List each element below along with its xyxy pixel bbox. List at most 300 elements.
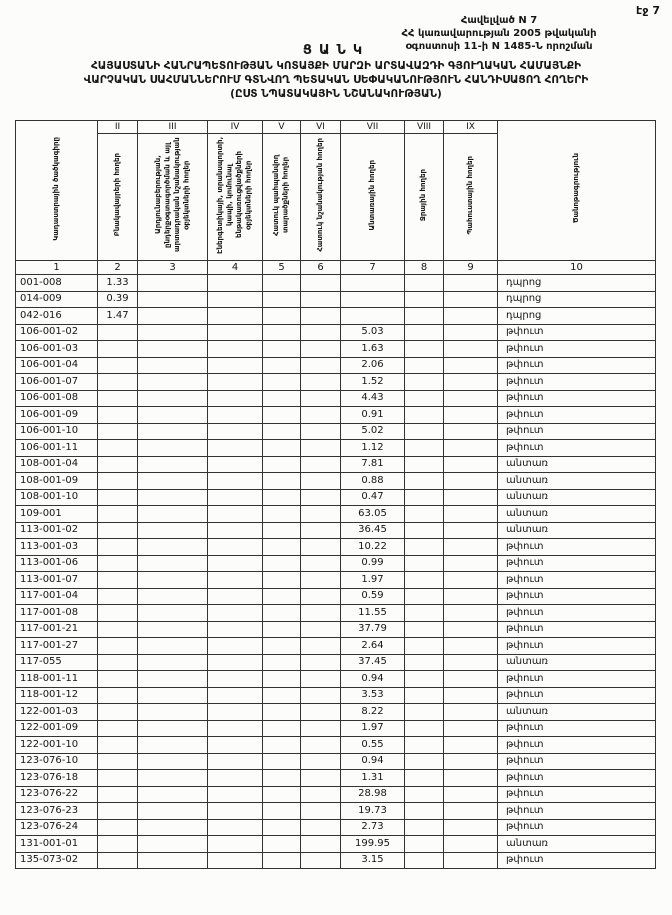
cell-value	[405, 341, 444, 358]
cell-cadastral-code: 117-001-27	[16, 638, 98, 655]
cell-value	[405, 275, 444, 292]
cell-cadastral-code: 108-001-09	[16, 473, 98, 490]
cell-value	[444, 308, 498, 325]
cell-value	[301, 753, 341, 770]
table-row	[16, 390, 656, 407]
cell-value: 11.55	[341, 605, 405, 622]
table-row	[16, 737, 656, 754]
cell-value	[208, 753, 263, 770]
cell-value	[405, 555, 444, 572]
cell-value	[263, 308, 301, 325]
cell-value	[301, 737, 341, 754]
cell-value	[405, 720, 444, 737]
table-row	[16, 357, 656, 374]
cell-value	[208, 819, 263, 836]
table-row	[16, 588, 656, 605]
cell-value	[208, 687, 263, 704]
cell-value	[301, 324, 341, 341]
cell-note: թփուտ	[498, 687, 656, 704]
cell-value	[138, 770, 208, 787]
cell-value	[138, 671, 208, 688]
cell-value	[138, 720, 208, 737]
table-row	[16, 621, 656, 638]
cell-value	[138, 621, 208, 638]
cell-value	[263, 638, 301, 655]
cell-value	[405, 621, 444, 638]
roman-numeral-col-5: V	[263, 121, 301, 134]
cell-value	[301, 357, 341, 374]
cell-value	[138, 588, 208, 605]
cell-value	[444, 506, 498, 523]
table-row	[16, 605, 656, 622]
cell-value	[98, 803, 138, 820]
cell-value	[98, 819, 138, 836]
cell-value: 8.22	[341, 704, 405, 721]
cell-value	[138, 407, 208, 424]
cell-note: անտառ	[498, 836, 656, 853]
cell-value	[263, 489, 301, 506]
cell-note: թփուտ	[498, 390, 656, 407]
cell-value	[263, 275, 301, 292]
cell-value	[301, 407, 341, 424]
cell-note: թփուտ	[498, 852, 656, 869]
cell-note: թփուտ	[498, 324, 656, 341]
cell-value	[138, 638, 208, 655]
cell-value	[301, 819, 341, 836]
cell-value	[98, 390, 138, 407]
cell-value	[208, 605, 263, 622]
cell-value	[301, 588, 341, 605]
cell-value	[444, 423, 498, 440]
page-number: էջ 7	[636, 4, 660, 17]
cell-value	[405, 572, 444, 589]
cell-cadastral-code: 106-001-04	[16, 357, 98, 374]
col-header-8	[405, 134, 444, 261]
cell-value	[444, 786, 498, 803]
cell-value	[138, 836, 208, 853]
cell-value: 28.98	[341, 786, 405, 803]
cell-value	[405, 852, 444, 869]
cell-value	[208, 720, 263, 737]
cell-value	[341, 308, 405, 325]
cell-cadastral-code: 106-001-07	[16, 374, 98, 391]
col-header-2	[98, 134, 138, 261]
cell-value	[138, 522, 208, 539]
cell-value	[138, 291, 208, 308]
cell-value	[405, 836, 444, 853]
cell-value	[208, 407, 263, 424]
cell-value	[444, 456, 498, 473]
cell-value	[301, 390, 341, 407]
cell-value	[444, 852, 498, 869]
cell-cadastral-code: 106-001-02	[16, 324, 98, 341]
table-row	[16, 753, 656, 770]
cell-value: 1.97	[341, 720, 405, 737]
cell-value	[263, 341, 301, 358]
cell-note: թփուտ	[498, 786, 656, 803]
cell-value	[405, 638, 444, 655]
table-row	[16, 687, 656, 704]
cell-note: թփուտ	[498, 605, 656, 622]
table-row	[16, 572, 656, 589]
cell-value: 19.73	[341, 803, 405, 820]
cell-value	[98, 671, 138, 688]
cell-value	[405, 522, 444, 539]
cell-note: թփուտ	[498, 770, 656, 787]
land-parcels-table	[15, 120, 656, 869]
cell-note: թփուտ	[498, 720, 656, 737]
table-body	[16, 275, 656, 869]
cell-value: 5.03	[341, 324, 405, 341]
cell-value	[444, 654, 498, 671]
cell-cadastral-code: 123-076-10	[16, 753, 98, 770]
cell-note: թփուտ	[498, 588, 656, 605]
cell-note: թփուտ	[498, 374, 656, 391]
cell-value	[444, 687, 498, 704]
col-header-7	[341, 134, 405, 261]
cell-value	[208, 291, 263, 308]
cell-value	[263, 407, 301, 424]
cell-value	[444, 555, 498, 572]
appendix-line-3: օգոստոսի 11-ի N 1485-Ն որոշման	[405, 41, 593, 52]
cell-value: 37.45	[341, 654, 405, 671]
cell-value	[301, 506, 341, 523]
cell-value	[98, 555, 138, 572]
cell-value	[444, 621, 498, 638]
cell-value	[263, 572, 301, 589]
cell-value: 0.55	[341, 737, 405, 754]
cell-cadastral-code: 106-001-03	[16, 341, 98, 358]
cell-value	[444, 473, 498, 490]
cell-value	[208, 704, 263, 721]
col-header-note-label: Ծանոթագրություն	[571, 153, 580, 224]
cell-value: 0.91	[341, 407, 405, 424]
cell-value	[301, 473, 341, 490]
col-header-8-label: Ջրային հողեր	[419, 168, 428, 222]
cell-value	[98, 440, 138, 457]
cell-value: 0.94	[341, 671, 405, 688]
cell-value	[208, 555, 263, 572]
cell-value: 4.43	[341, 390, 405, 407]
table-row	[16, 836, 656, 853]
cell-value	[208, 572, 263, 589]
cell-value	[405, 539, 444, 556]
table-row	[16, 489, 656, 506]
cell-value	[98, 704, 138, 721]
cell-note: դպրոց	[498, 291, 656, 308]
cell-value	[138, 275, 208, 292]
table-row	[16, 770, 656, 787]
cell-value	[263, 555, 301, 572]
col-header-4-label: Էներգետիկայի, տրանսպորտի, կապի, կոմունալ ենթակառուցվածքների օբյեկտների հողեր	[216, 136, 253, 254]
cell-value	[138, 572, 208, 589]
cell-value	[301, 654, 341, 671]
cell-cadastral-code: 106-001-09	[16, 407, 98, 424]
cell-value	[301, 671, 341, 688]
roman-numeral-col-9: IX	[444, 121, 498, 134]
cell-value	[263, 753, 301, 770]
cell-cadastral-code: 106-001-10	[16, 423, 98, 440]
cell-value	[138, 753, 208, 770]
cell-value	[98, 588, 138, 605]
cell-value: 0.59	[341, 588, 405, 605]
cell-value	[98, 407, 138, 424]
cell-value	[208, 275, 263, 292]
cell-cadastral-code: 117-001-21	[16, 621, 98, 638]
cell-note: թփուտ	[498, 539, 656, 556]
cell-cadastral-code: 123-076-23	[16, 803, 98, 820]
cell-value	[405, 489, 444, 506]
cell-value	[208, 836, 263, 853]
cell-note: թփուտ	[498, 803, 656, 820]
subtitle-line-2: ՎԱՐՉԱԿԱՆ ՍԱՀՄԱՆՆԵՐՈՒՄ ԳՏՆՎՈՂ ՊԵՏԱԿԱՆ ՍԵՓԱԿԱՆՈՒԹՅՈՒՆ ՀԱՆԴԻՍԱՑՈՂ ՀՈՂԵՐԻ	[83, 73, 589, 86]
cell-note: դպրոց	[498, 308, 656, 325]
cell-note: թփուտ	[498, 621, 656, 638]
cell-value	[98, 374, 138, 391]
cell-value: 0.99	[341, 555, 405, 572]
cell-value: 1.33	[98, 275, 138, 292]
col-header-5-label: Հատուկ պահպանվող տարածքների հողեր	[272, 154, 290, 236]
cell-value	[301, 539, 341, 556]
cell-value	[405, 357, 444, 374]
cell-note: թփուտ	[498, 737, 656, 754]
col-header-cadastral-code-label: Կադաստրային ծածկագիրը	[51, 136, 60, 241]
cell-value	[208, 456, 263, 473]
cell-cadastral-code: 117-055	[16, 654, 98, 671]
cell-value	[138, 341, 208, 358]
cell-cadastral-code: 117-001-04	[16, 588, 98, 605]
cell-value	[444, 390, 498, 407]
cell-value: 2.64	[341, 638, 405, 655]
appendix-line-2: ՀՀ կառավարության 2005 թվականի	[401, 28, 597, 39]
cell-value	[301, 374, 341, 391]
cell-value: 5.02	[341, 423, 405, 440]
cell-value	[98, 522, 138, 539]
col-number-6: 6	[301, 261, 341, 275]
cell-value	[405, 506, 444, 523]
cell-value	[208, 588, 263, 605]
cell-value	[138, 440, 208, 457]
cell-value	[444, 407, 498, 424]
cell-value	[444, 357, 498, 374]
cell-value	[444, 605, 498, 622]
cell-value	[208, 654, 263, 671]
col-number-4: 4	[208, 261, 263, 275]
subtitle-line-1: ՀԱՅԱՍՏԱՆԻ ՀԱՆՐԱՊԵՏՈՒԹՅԱՆ ԿՈՏԱՅՔԻ ՄԱՐԶԻ ԱՐՏԱՎԱԶԴԻ ԳՅՈՒՂԱԿԱՆ ՀԱՄԱՅՆՔԻ	[90, 60, 582, 72]
cell-value	[301, 852, 341, 869]
table-row	[16, 324, 656, 341]
cell-note: թփուտ	[498, 753, 656, 770]
cell-value	[444, 275, 498, 292]
cell-value	[405, 671, 444, 688]
cell-value	[98, 753, 138, 770]
cell-value	[405, 374, 444, 391]
cell-value	[98, 539, 138, 556]
cell-cadastral-code: 118-001-11	[16, 671, 98, 688]
cell-value	[405, 390, 444, 407]
roman-numeral-col-7: VII	[341, 121, 405, 134]
table-row	[16, 671, 656, 688]
cell-value	[138, 687, 208, 704]
cell-cadastral-code: 122-001-03	[16, 704, 98, 721]
cell-value	[444, 291, 498, 308]
cell-value	[301, 704, 341, 721]
cell-note: թփուտ	[498, 819, 656, 836]
col-number-5: 5	[263, 261, 301, 275]
cell-note: անտառ	[498, 704, 656, 721]
cell-value	[405, 803, 444, 820]
cell-note: թփուտ	[498, 341, 656, 358]
col-number-3: 3	[138, 261, 208, 275]
cell-cadastral-code: 014-009	[16, 291, 98, 308]
cell-value	[208, 786, 263, 803]
document-subtitle	[0, 60, 672, 102]
cell-value	[444, 836, 498, 853]
cell-value	[301, 638, 341, 655]
table-row	[16, 374, 656, 391]
cell-cadastral-code: 109-001	[16, 506, 98, 523]
table-row	[16, 803, 656, 820]
appendix-line-1: Հավելված N 7	[460, 15, 538, 26]
cell-value	[263, 423, 301, 440]
cell-value	[98, 489, 138, 506]
table-row	[16, 555, 656, 572]
cell-value	[405, 819, 444, 836]
cell-value	[98, 687, 138, 704]
cell-value	[98, 423, 138, 440]
col-header-4	[208, 134, 263, 261]
cell-value	[138, 456, 208, 473]
cell-cadastral-code: 123-076-24	[16, 819, 98, 836]
cell-note: թփուտ	[498, 638, 656, 655]
cell-value	[263, 687, 301, 704]
cell-value	[98, 654, 138, 671]
cell-value	[263, 704, 301, 721]
cell-value	[98, 506, 138, 523]
cell-value: 63.05	[341, 506, 405, 523]
cell-cadastral-code: 106-001-11	[16, 440, 98, 457]
cell-value	[301, 341, 341, 358]
roman-numeral-col-3: III	[138, 121, 208, 134]
cell-value	[405, 654, 444, 671]
cell-value	[138, 374, 208, 391]
cell-value	[444, 803, 498, 820]
cell-value: 199.95	[341, 836, 405, 853]
cell-value	[263, 621, 301, 638]
cell-value	[138, 390, 208, 407]
cell-note: թփուտ	[498, 555, 656, 572]
table-row	[16, 473, 656, 490]
cell-value	[405, 473, 444, 490]
cell-value	[208, 522, 263, 539]
cell-note: անտառ	[498, 522, 656, 539]
cell-note: թփուտ	[498, 423, 656, 440]
cell-value	[208, 440, 263, 457]
cell-value	[263, 786, 301, 803]
cell-value	[208, 308, 263, 325]
cell-value	[98, 638, 138, 655]
cell-value	[98, 357, 138, 374]
cell-value	[301, 720, 341, 737]
cell-value	[208, 390, 263, 407]
table-header	[16, 121, 656, 275]
table-row	[16, 704, 656, 721]
cell-note: անտառ	[498, 654, 656, 671]
table-row	[16, 341, 656, 358]
cell-value	[138, 423, 208, 440]
cell-value	[263, 390, 301, 407]
cell-note: դպրոց	[498, 275, 656, 292]
document-title: ՑԱՆԿ	[302, 43, 370, 58]
cell-value	[138, 852, 208, 869]
cell-value	[263, 720, 301, 737]
cell-cadastral-code: 123-076-22	[16, 786, 98, 803]
cell-value	[98, 605, 138, 622]
cell-value	[208, 374, 263, 391]
cell-value: 1.97	[341, 572, 405, 589]
table-row	[16, 654, 656, 671]
cell-value	[208, 341, 263, 358]
cell-value	[138, 539, 208, 556]
cell-note: թփուտ	[498, 407, 656, 424]
cell-value: 1.12	[341, 440, 405, 457]
table-row	[16, 291, 656, 308]
cell-value	[138, 473, 208, 490]
table-row	[16, 423, 656, 440]
cell-value	[263, 671, 301, 688]
cell-value	[263, 737, 301, 754]
cell-value	[301, 770, 341, 787]
cell-value: 0.39	[98, 291, 138, 308]
cell-value	[138, 737, 208, 754]
cell-value	[301, 423, 341, 440]
cell-value	[263, 291, 301, 308]
table-row	[16, 720, 656, 737]
cell-note: անտառ	[498, 456, 656, 473]
col-header-5	[263, 134, 301, 261]
cell-value	[263, 374, 301, 391]
cell-value	[341, 291, 405, 308]
cell-value	[405, 456, 444, 473]
cell-value	[98, 720, 138, 737]
cell-value	[263, 803, 301, 820]
cell-value	[98, 456, 138, 473]
cell-value	[405, 737, 444, 754]
cell-value	[444, 539, 498, 556]
subtitle-line-3: (ԸՍՏ ՆՊԱՏԱԿԱՅԻՆ ՆՇԱՆԱԿՈՒԹՅԱՆ)	[230, 87, 442, 100]
cell-cadastral-code: 113-001-02	[16, 522, 98, 539]
cell-value	[98, 852, 138, 869]
cell-value	[301, 522, 341, 539]
cell-value: 2.73	[341, 819, 405, 836]
cell-value	[208, 671, 263, 688]
cell-value	[98, 572, 138, 589]
roman-numeral-col-8: VIII	[405, 121, 444, 134]
cell-value	[301, 555, 341, 572]
cell-cadastral-code: 042-016	[16, 308, 98, 325]
cell-cadastral-code: 123-076-18	[16, 770, 98, 787]
cell-value	[301, 291, 341, 308]
cell-value	[405, 324, 444, 341]
cell-value	[208, 638, 263, 655]
cell-value	[263, 770, 301, 787]
cell-value	[138, 786, 208, 803]
cell-value	[444, 671, 498, 688]
cell-value	[444, 770, 498, 787]
cell-note: թփուտ	[498, 572, 656, 589]
cell-cadastral-code: 131-001-01	[16, 836, 98, 853]
col-number-2: 2	[98, 261, 138, 275]
